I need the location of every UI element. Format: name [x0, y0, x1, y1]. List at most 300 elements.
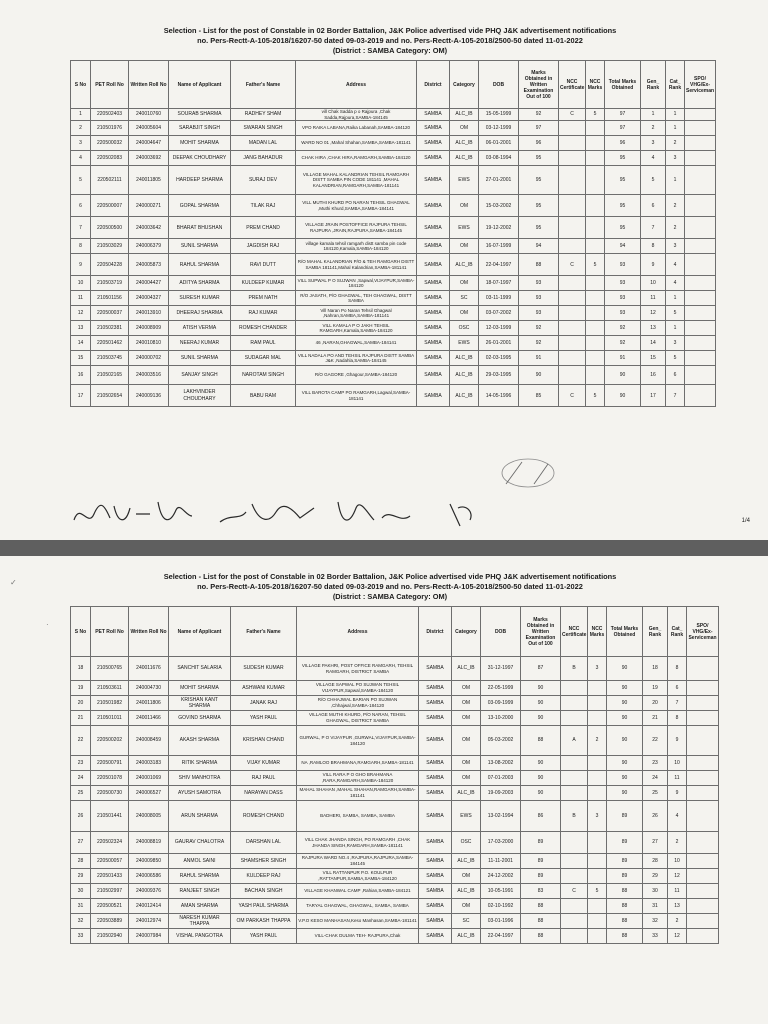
cell-category: ALC_IB	[450, 366, 479, 385]
cell-dob: 03-09-1999	[481, 696, 521, 711]
table-row	[71, 109, 716, 121]
selection-table	[70, 60, 716, 407]
cell-father-name: MADAN LAL	[231, 136, 296, 151]
cell-written-roll: 240005873	[129, 254, 169, 276]
table-row	[71, 884, 719, 899]
cell-ncc-marks: 3	[588, 657, 607, 681]
table-row	[71, 711, 719, 726]
cell-ncc-marks	[586, 239, 605, 254]
cell-total-marks: 96	[605, 136, 641, 151]
cell-father-name: SHAMSHER SINGH	[231, 854, 297, 869]
cell-address: VILLAGE JRAIN POSTOFFICE RAJPURA TEHSIL RAJPURA ,JRAIN,RAJPURA,SAMBA-184145	[296, 217, 417, 239]
cell-written-marks: 89	[521, 854, 561, 869]
cell-father-name: YASH PAUL	[231, 929, 297, 944]
cell-pet-roll: 210501976	[91, 121, 129, 136]
cell-sno: 18	[71, 657, 91, 681]
cell-district: SAMBA	[417, 239, 450, 254]
cell-category: ALC_IB	[452, 657, 481, 681]
cell-category: ALC_IB	[452, 786, 481, 801]
cell-written-roll: 240003516	[129, 366, 169, 385]
cell-district: SAMBA	[417, 351, 450, 366]
cell-category: OM	[452, 681, 481, 696]
col-written-marks: Marks Obtained in Written Examination Out of 100	[521, 607, 561, 657]
table-row	[71, 239, 716, 254]
col-category: Category	[452, 607, 481, 657]
cell-dob: 10-05-1991	[481, 884, 521, 899]
table-row	[71, 899, 719, 914]
cell-gen-rank: 6	[641, 195, 666, 217]
cell-applicant-name: SURESH KUMAR	[169, 291, 231, 306]
cell-written-marks: 89	[521, 832, 561, 854]
cell-address: vill Chak Sadda p o Rajpura ,Chak Sadda,Rajpura,SAMBA-184145	[296, 109, 417, 121]
col-ncc-marks: NCC Marks	[586, 61, 605, 109]
cell-dob: 11-11-2001	[481, 854, 521, 869]
col-ncc-certificate: NCC Certificate	[561, 607, 588, 657]
cell-father-name: JANAK RAJ	[231, 696, 297, 711]
cell-dob: 14-05-1996	[479, 385, 519, 407]
cell-address: VILL RATTANPUR P.O. KOULPUR ,RATTANPUR,SAMBA,SAMBA-184120	[297, 869, 419, 884]
cell-address: MAHAL SHAHAN ,MAHAL SHAHAN,RAMGARH,SAMBA-181141	[297, 786, 419, 801]
cell-category: OSC	[450, 321, 479, 336]
cell-dob: 03-11-1999	[479, 291, 519, 306]
cell-total-marks: 88	[607, 884, 643, 899]
cell-written-roll: 240011805	[129, 166, 169, 195]
col-written-roll: Written Roll No	[129, 607, 169, 657]
cell-ncc-certificate: C	[561, 884, 588, 899]
cell-gen-rank: 30	[643, 884, 668, 899]
cell-district: SAMBA	[419, 681, 452, 696]
cell-district: SAMBA	[417, 195, 450, 217]
table-row	[71, 696, 719, 711]
cell-ncc-marks	[588, 756, 607, 771]
cell-district: SAMBA	[417, 385, 450, 407]
cell-father-name: VIJAY KUMAR	[231, 756, 297, 771]
cell-address: R/O GAGORE ,Ghagour,SAMBA-184120	[296, 366, 417, 385]
cell-ncc-certificate	[559, 366, 586, 385]
cell-gen-rank: 20	[643, 696, 668, 711]
cell-ncc-certificate: A	[561, 726, 588, 756]
cell-total-marks: 90	[607, 657, 643, 681]
cell-written-roll: 240001069	[129, 771, 169, 786]
cell-ncc-marks	[586, 336, 605, 351]
cell-father-name: RAM PAUL	[231, 336, 296, 351]
cell-category: OM	[452, 696, 481, 711]
cell-ncc-certificate	[559, 166, 586, 195]
cell-dob: 13-10-2000	[481, 711, 521, 726]
col-gen-rank: Gen_ Rank	[641, 61, 666, 109]
cell-district: SAMBA	[417, 336, 450, 351]
cell-address: R/O CHHAJWAL BARIAN PO SUJWAN ,Chhajwal,SAMBA-184120	[297, 696, 419, 711]
cell-gen-rank: 22	[643, 726, 668, 756]
signatures	[70, 494, 710, 534]
cell-address: RAJPURA WARD NO.4 ,RAJPURA,RAJPURA,SAMBA-184145	[297, 854, 419, 869]
col-spo: SPO/ VHG/Ex- Serviceman	[687, 607, 719, 657]
cell-ncc-certificate: B	[561, 657, 588, 681]
heading-line-3: (District : SAMBA Category: OM)	[332, 46, 448, 55]
cell-cat-rank: 1	[666, 166, 685, 195]
cell-ncc-marks	[588, 771, 607, 786]
table-header-row	[71, 61, 716, 109]
cell-total-marks: 91	[605, 351, 641, 366]
cell-sno: 5	[71, 166, 91, 195]
cell-ncc-marks	[588, 711, 607, 726]
cell-ncc-marks	[586, 321, 605, 336]
cell-ncc-marks	[586, 195, 605, 217]
cell-sno: 7	[71, 217, 91, 239]
cell-ncc-certificate	[559, 351, 586, 366]
cell-address: CHAK HIRA ,CHAK HIRA,RAMGARH,SAMBA-184120	[296, 151, 417, 166]
cell-category: EWS	[450, 166, 479, 195]
cell-cat-rank: 13	[668, 899, 687, 914]
cell-address: VILL CHAK JHANDA SINGH, PO RAMGARH ,CHAK JHANDA SINGH,RAMGARH,SAMBA-181141	[297, 832, 419, 854]
heading-line-1: Selection - List for the post of Constable in 02 Border Battalion, J&K Police advertised vide PHQ J&K advertisement notifications	[163, 572, 617, 581]
cell-pet-roll: 220501433	[91, 869, 129, 884]
cell-written-marks: 85	[519, 385, 559, 407]
cell-category: EWS	[452, 801, 481, 832]
cell-dob: 13-02-1994	[481, 801, 521, 832]
cell-father-name: PREM NATH	[231, 291, 296, 306]
cell-total-marks: 93	[605, 254, 641, 276]
table-row	[71, 121, 716, 136]
cell-applicant-name: MOHIT SHARMA	[169, 136, 231, 151]
cell-total-marks: 97	[605, 109, 641, 121]
cell-written-roll: 240012974	[129, 914, 169, 929]
cell-written-roll: 240000271	[129, 195, 169, 217]
table-row	[71, 336, 716, 351]
cell-pet-roll: 220502111	[91, 166, 129, 195]
cell-sno: 24	[71, 771, 91, 786]
cell-category: ALC_IB	[450, 136, 479, 151]
cell-applicant-name: RAHUL SHARMA	[169, 869, 231, 884]
cell-pet-roll: 210501011	[91, 711, 129, 726]
cell-applicant-name: RAHUL SHARMA	[169, 254, 231, 276]
cell-ncc-certificate	[561, 786, 588, 801]
cell-father-name: SUDESH KUMAR	[231, 657, 297, 681]
table-row	[71, 351, 716, 366]
cell-sno: 2	[71, 121, 91, 136]
cell-applicant-name: BHARAT BHUSHAN	[169, 217, 231, 239]
cell-district: SAMBA	[419, 929, 452, 944]
cell-total-marks: 90	[605, 366, 641, 385]
cell-ncc-certificate	[559, 336, 586, 351]
cell-dob: 26-01-2001	[479, 336, 519, 351]
cell-district: SAMBA	[417, 254, 450, 276]
cell-gen-rank: 31	[643, 899, 668, 914]
cell-pet-roll: 210501156	[91, 291, 129, 306]
cell-father-name: BACHAN SINGH	[231, 884, 297, 899]
cell-applicant-name: SHIV MANHOTRA	[169, 771, 231, 786]
cell-spo	[685, 136, 716, 151]
cell-cat-rank: 12	[668, 869, 687, 884]
cell-applicant-name: DHEERAJ SHARMA	[169, 306, 231, 321]
cell-district: SAMBA	[419, 832, 452, 854]
cell-pet-roll: 220502083	[91, 151, 129, 166]
cell-pet-roll: 220502324	[91, 832, 129, 854]
cell-applicant-name: ARUN SHARMA	[169, 801, 231, 832]
col-address: Address	[296, 61, 417, 109]
cell-address: VILLAGE SAPWAL PO SUJWAN TEHSIL VIJAYPUR,Sapwal,SAMBA-184120	[297, 681, 419, 696]
cell-written-marks: 88	[521, 914, 561, 929]
cell-cat-rank: 1	[666, 121, 685, 136]
cell-gen-rank: 3	[641, 136, 666, 151]
cell-district: SAMBA	[419, 756, 452, 771]
cell-district: SAMBA	[419, 711, 452, 726]
cell-sno: 8	[71, 239, 91, 254]
cell-sno: 13	[71, 321, 91, 336]
cell-spo	[687, 681, 719, 696]
cell-pet-roll: 210501982	[91, 696, 129, 711]
cell-gen-rank: 5	[641, 166, 666, 195]
cell-category: ALC_IB	[450, 151, 479, 166]
cell-district: SAMBA	[417, 109, 450, 121]
heading-line-3: (District : SAMBA Category: OM)	[332, 592, 448, 601]
cell-gen-rank: 28	[643, 854, 668, 869]
cell-applicant-name: GOVIND SHARMA	[169, 711, 231, 726]
cell-father-name: ROMESH CHANDER	[231, 321, 296, 336]
cell-father-name: KULDEEP RAJ	[231, 869, 297, 884]
page-separator	[0, 540, 768, 556]
cell-written-roll: 240007984	[129, 929, 169, 944]
cell-cat-rank: 8	[668, 657, 687, 681]
cell-cat-rank: 3	[666, 336, 685, 351]
cell-written-roll: 240013910	[129, 306, 169, 321]
cell-gen-rank: 26	[643, 801, 668, 832]
cell-category: OM	[450, 195, 479, 217]
cell-address: VILLAGE MUTHI KHURD, P/O NARAN, TEHSIL GHAGWAL, DISTRICT SAMBA	[297, 711, 419, 726]
table-row	[71, 166, 716, 195]
cell-father-name: NAROTAM SINGH	[231, 366, 296, 385]
col-pet-roll: PET Roll No	[91, 61, 129, 109]
col-spo: SPO/ VHG/Ex- Serviceman	[685, 61, 716, 109]
cell-category: ALC_IB	[450, 385, 479, 407]
cell-father-name: DARSHAN LAL	[231, 832, 297, 854]
cell-dob: 19-12-2002	[479, 217, 519, 239]
cell-pet-roll: 220503889	[91, 914, 129, 929]
cell-written-roll: 240004647	[129, 136, 169, 151]
cell-ncc-certificate	[559, 151, 586, 166]
cell-written-marks: 92	[519, 109, 559, 121]
cell-written-marks: 94	[519, 239, 559, 254]
cell-spo	[687, 756, 719, 771]
cell-ncc-certificate	[559, 136, 586, 151]
cell-cat-rank: 6	[666, 366, 685, 385]
table-row	[71, 657, 719, 681]
table-row	[71, 869, 719, 884]
cell-gen-rank: 14	[641, 336, 666, 351]
cell-ncc-marks: 5	[588, 884, 607, 899]
cell-total-marks: 93	[605, 306, 641, 321]
cell-applicant-name: MOHIT SHARMA	[169, 681, 231, 696]
cell-applicant-name: SARABJIT SINGH	[169, 121, 231, 136]
cell-ncc-certificate	[561, 696, 588, 711]
cell-total-marks: 90	[607, 786, 643, 801]
cell-written-marks: 95	[519, 195, 559, 217]
cell-applicant-name: ADITYA SHARMA	[169, 276, 231, 291]
table-row	[71, 854, 719, 869]
page-heading	[60, 572, 720, 602]
cell-ncc-certificate	[559, 239, 586, 254]
cell-written-marks: 91	[519, 351, 559, 366]
cell-written-roll: 240011676	[129, 657, 169, 681]
cell-written-roll: 240006379	[129, 239, 169, 254]
cell-category: EWS	[450, 336, 479, 351]
cell-applicant-name: SANJAY SINGH	[169, 366, 231, 385]
cell-father-name: PREM CHAND	[231, 217, 296, 239]
cell-written-roll: 240003692	[129, 151, 169, 166]
cell-address: WARD NO 01 ,Mahal Shahan,SAMBA,SAMBA-181141	[296, 136, 417, 151]
cell-gen-rank: 18	[643, 657, 668, 681]
cell-applicant-name: GOPAL SHARMA	[169, 195, 231, 217]
cell-gen-rank: 32	[643, 914, 668, 929]
cell-ncc-marks	[586, 151, 605, 166]
table-row	[71, 726, 719, 756]
cell-ncc-marks: 5	[586, 109, 605, 121]
cell-address: NA ,RAMLOO BRAHMANA,RAMGARH,SAMBA-181141	[297, 756, 419, 771]
cell-cat-rank: 10	[668, 854, 687, 869]
cell-ncc-certificate	[559, 291, 586, 306]
cell-category: OM	[452, 869, 481, 884]
cell-applicant-name: ATISH VERMA	[169, 321, 231, 336]
cell-pet-roll: 220501078	[91, 771, 129, 786]
cell-address: VPO RAIKA LABANA,Raika Labanah,SAMBA-184120	[296, 121, 417, 136]
cell-dob: 02-10-1992	[481, 899, 521, 914]
cell-applicant-name: ANMOL SAINI	[169, 854, 231, 869]
cell-gen-rank: 4	[641, 151, 666, 166]
cell-category: OM	[452, 756, 481, 771]
cell-written-marks: 86	[521, 801, 561, 832]
cell-ncc-marks	[586, 136, 605, 151]
cell-address: R/O JASATH, P/O GHAGWAL, TEH GHAGWAL, DISTT SAMBA	[296, 291, 417, 306]
cell-ncc-certificate	[559, 195, 586, 217]
table-row	[71, 801, 719, 832]
cell-district: SAMBA	[417, 366, 450, 385]
cell-written-marks: 88	[521, 899, 561, 914]
cell-sno: 26	[71, 801, 91, 832]
table-row	[71, 914, 719, 929]
cell-dob: 24-12-2002	[481, 869, 521, 884]
cell-written-roll: 240003183	[129, 756, 169, 771]
cell-category: OSC	[452, 832, 481, 854]
cell-spo	[685, 195, 716, 217]
cell-district: SAMBA	[417, 217, 450, 239]
cell-father-name: JAGDISH RAJ	[231, 239, 296, 254]
cell-dob: 15-05-1999	[479, 109, 519, 121]
cell-gen-rank: 19	[643, 681, 668, 696]
cell-total-marks: 90	[607, 756, 643, 771]
col-sno: S No	[71, 61, 91, 109]
cell-total-marks: 95	[605, 217, 641, 239]
cell-district: SAMBA	[419, 869, 452, 884]
cell-written-marks: 95	[519, 217, 559, 239]
cell-district: SAMBA	[419, 726, 452, 756]
cell-district: SAMBA	[419, 854, 452, 869]
cell-written-roll: 240009376	[129, 884, 169, 899]
cell-ncc-marks	[588, 869, 607, 884]
cell-address: village kamala tehsil ramgarh distt samba pin code 184120,Kamala,SAMBA-184120	[296, 239, 417, 254]
cell-district: SAMBA	[417, 166, 450, 195]
cell-written-marks: 87	[521, 657, 561, 681]
cell-dob: 03-07-2002	[479, 306, 519, 321]
cell-category: ALC_IB	[452, 884, 481, 899]
cell-cat-rank: 7	[666, 385, 685, 407]
cell-ncc-certificate	[561, 681, 588, 696]
cell-ncc-certificate	[561, 914, 588, 929]
cell-ncc-marks	[588, 899, 607, 914]
cell-sno: 6	[71, 195, 91, 217]
cell-written-marks: 93	[519, 291, 559, 306]
cell-dob: 06-01-2001	[479, 136, 519, 151]
cell-address: VILLAGE KHANWAL CAMP ,Rahian,SAMBA-184121	[297, 884, 419, 899]
cell-district: SAMBA	[419, 899, 452, 914]
cell-applicant-name: HARDEEP SHARMA	[169, 166, 231, 195]
heading-line-2: no. Pers-Rectt-A-105-2018/16207-50 dated 09-03-2019 and no. Pers-Rectt-A-105-2018/2500-50 dated 11-01-2022	[197, 582, 583, 591]
cell-dob: 31-12-1997	[481, 657, 521, 681]
table-row	[71, 832, 719, 854]
cell-pet-roll: 220504228	[91, 254, 129, 276]
cell-address: GURWAL, P O VIJAYPUR ,GURWAL,VIJAYPUR,SAMBA-184120	[297, 726, 419, 756]
table-row	[71, 929, 719, 944]
cell-ncc-certificate	[559, 306, 586, 321]
cell-written-marks: 83	[521, 884, 561, 899]
cell-address: VILL BAROTA CAMP PO RAMGARH,Lagwal,SAMBA-181141	[296, 385, 417, 407]
stamp-mark	[498, 456, 558, 490]
cell-sno: 14	[71, 336, 91, 351]
cell-ncc-certificate: B	[561, 801, 588, 832]
cell-written-roll: 240011806	[129, 696, 169, 711]
cell-written-marks: 95	[519, 166, 559, 195]
cell-ncc-certificate	[559, 121, 586, 136]
cell-cat-rank: 9	[668, 726, 687, 756]
cell-cat-rank: 2	[666, 136, 685, 151]
cell-cat-rank: 3	[666, 239, 685, 254]
cell-written-marks: 90	[521, 771, 561, 786]
cell-father-name: RAJ KUMAR	[231, 306, 296, 321]
cell-gen-rank: 33	[643, 929, 668, 944]
page-heading	[60, 26, 720, 56]
cell-father-name: YASH PAUL SHARMA	[231, 899, 297, 914]
cell-pet-roll: 210502654	[91, 385, 129, 407]
cell-total-marks: 97	[605, 121, 641, 136]
col-written-marks: Marks Obtained in Written Examination Out of 100	[519, 61, 559, 109]
cell-gen-rank: 17	[641, 385, 666, 407]
cell-ncc-marks	[588, 681, 607, 696]
cell-written-roll: 240004327	[129, 291, 169, 306]
cell-sno: 11	[71, 291, 91, 306]
cell-cat-rank: 11	[668, 771, 687, 786]
cell-total-marks: 88	[607, 899, 643, 914]
cell-dob: 19-09-2003	[481, 786, 521, 801]
cell-spo	[687, 899, 719, 914]
cell-father-name: SURAJ DEV	[231, 166, 296, 195]
table-header-row	[71, 607, 719, 657]
cell-cat-rank: 1	[666, 291, 685, 306]
cell-address: Vill Naran Po Naran Tehsil Ghagwal ,Nahran,SAMBA,SAMBA-181141	[296, 306, 417, 321]
cell-sno: 33	[71, 929, 91, 944]
cell-address: BADHERI, SAMBA, SAMBA, SAMBA	[297, 801, 419, 832]
cell-cat-rank: 10	[668, 756, 687, 771]
cell-ncc-marks: 5	[586, 254, 605, 276]
table-row	[71, 151, 716, 166]
cell-applicant-name: NEERAJ KUMAR	[169, 336, 231, 351]
cell-sno: 32	[71, 914, 91, 929]
cell-spo	[687, 832, 719, 854]
cell-cat-rank: 7	[668, 696, 687, 711]
cell-dob: 22-04-1997	[481, 929, 521, 944]
cell-category: ALC_IB	[452, 929, 481, 944]
cell-written-roll: 240008459	[129, 726, 169, 756]
col-pet-roll: PET Roll No	[91, 607, 129, 657]
cell-spo	[685, 366, 716, 385]
